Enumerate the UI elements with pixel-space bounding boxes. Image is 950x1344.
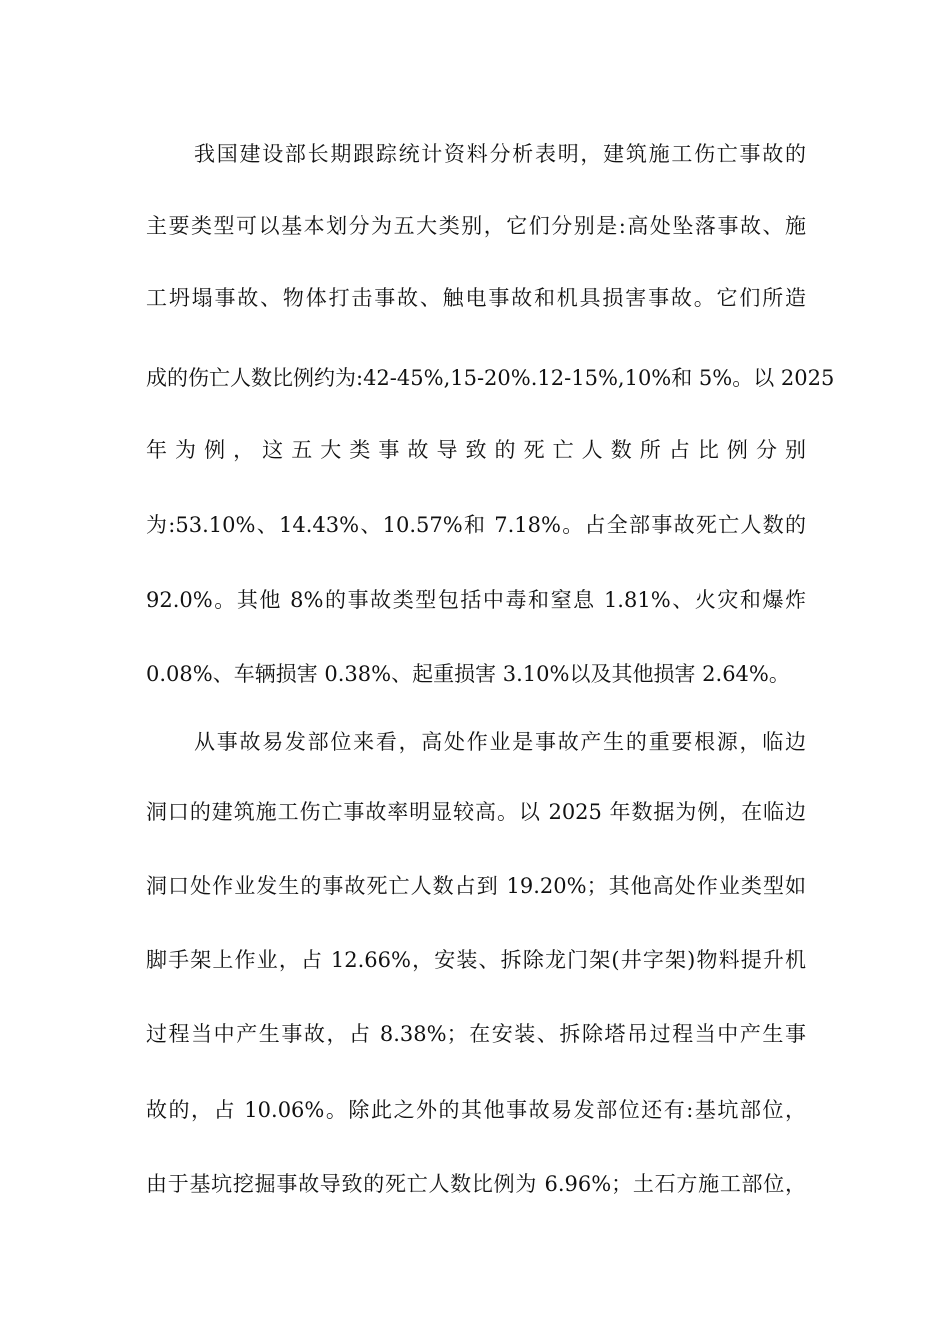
text-line: 过程当中产生事故，占 8.38%；在安装、拆除塔吊过程当中产生事 (146, 1022, 806, 1046)
text-line: 洞口处作业发生的事故死亡人数占到 19.20%；其他高处作业类型如 (146, 874, 806, 898)
text-line: 年 为 例 ， 这 五 大 类 事 故 导 致 的 死 亡 人 数 所 占 比 例 分 别 (146, 438, 806, 462)
text-line: 主要类型可以基本划分为五大类别，它们分别是:高处坠落事故、施 (146, 214, 806, 238)
text-line: 由于基坑挖掘事故导致的死亡人数比例为 6.96%；土石方施工部位， (146, 1172, 806, 1196)
text-line: 从事故易发部位来看，高处作业是事故产生的重要根源，临边 (194, 730, 806, 754)
text-line: 为:53.10%、14.43%、10.57%和 7.18%。占全部事故死亡人数的 (146, 513, 806, 537)
text-line: 故的，占 10.06%。除此之外的其他事故易发部位还有:基坑部位， (146, 1098, 806, 1122)
text-line: 0.08%、车辆损害 0.38%、起重损害 3.10%以及其他损害 2.64%。 (146, 662, 790, 686)
text-line: 脚手架上作业，占 12.66%，安装、拆除龙门架(井字架)物料提升机 (146, 948, 806, 972)
text-line: 92.0%。其他 8%的事故类型包括中毒和窒息 1.81%、火灾和爆炸 (146, 588, 806, 612)
text-line: 工坍塌事故、物体打击事故、触电事故和机具损害事故。它们所造 (146, 286, 806, 310)
text-line: 我国建设部长期跟踪统计资料分析表明，建筑施工伤亡事故的 (194, 142, 806, 166)
text-line: 洞口的建筑施工伤亡事故率明显较高。以 2025 年数据为例，在临边 (146, 800, 806, 824)
text-line: 成的伤亡人数比例约为:42-45%,15-20%.12-15%,10%和 5%。以 2025 (146, 366, 835, 390)
